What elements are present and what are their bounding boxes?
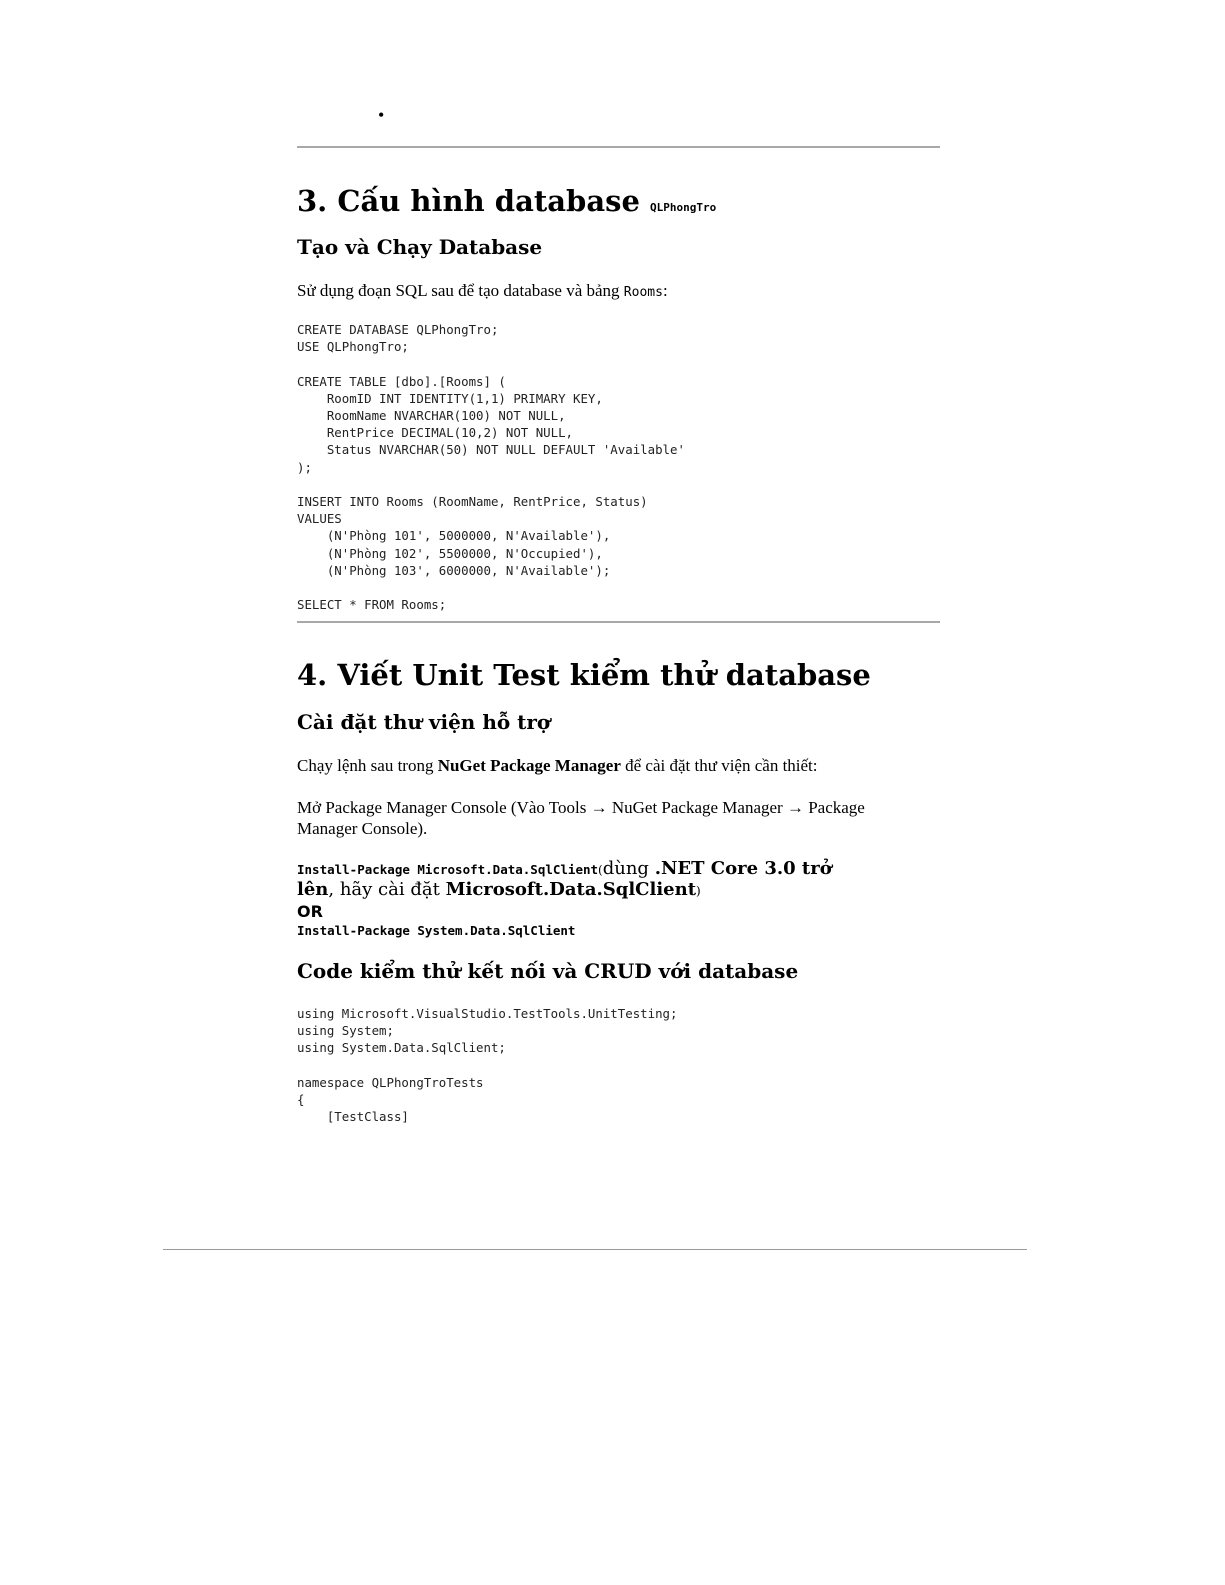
sql-code-line: SELECT * FROM Rooms;	[297, 597, 447, 613]
install-command-1: Install-Package Microsoft.Data.SqlClient	[297, 862, 599, 877]
section-3-subheading: Tạo và Chạy Database	[297, 235, 543, 259]
sql-code-line: USE QLPhongTro;	[297, 339, 409, 355]
sql-code-line: Status NVARCHAR(50) NOT NULL DEFAULT 'Available'	[297, 442, 685, 458]
intro-code: Rooms	[623, 285, 663, 300]
sql-code-line: );	[297, 459, 312, 475]
note-open: (	[598, 863, 603, 877]
horizontal-rule	[297, 621, 940, 623]
note-bold-3: Microsoft.Data.SqlClient	[445, 879, 697, 900]
instruction-text: Chạy lệnh sau trong	[297, 756, 434, 775]
sql-code-line	[297, 476, 685, 493]
note-text-2: , hãy cài đặt	[328, 879, 440, 900]
console-instruction-line-2: Manager Console).	[297, 819, 428, 838]
note-bold: .NET Core 3.0 trở	[654, 858, 832, 879]
console-instruction-line-1: Mở Package Manager Console (Vào Tools → NuGet Package Manager → Package	[297, 798, 865, 817]
or-label: OR	[297, 902, 323, 921]
sql-code-line: VALUES	[297, 511, 342, 527]
note-close: )	[696, 884, 701, 898]
install-command-line-1	[297, 858, 832, 881]
csharp-code-line: namespace QLPhongTroTests	[297, 1074, 484, 1090]
intro-suffix: :	[662, 281, 668, 300]
sql-code-line: CREATE DATABASE QLPhongTro;	[297, 322, 499, 337]
sql-code-line: RoomName NVARCHAR(100) NOT NULL,	[297, 408, 566, 424]
install-command-2: Install-Package System.Data.SqlClient	[297, 923, 576, 938]
section-3-heading-code: QLPhongTro	[650, 201, 717, 214]
csharp-code-line	[297, 1057, 677, 1074]
page-footer-rule	[163, 1249, 1027, 1250]
list-bullet: •	[378, 105, 385, 125]
crud-subheading: Code kiểm thử kết nối và CRUD với database	[297, 959, 799, 983]
sql-code-line: RoomID INT IDENTITY(1,1) PRIMARY KEY,	[297, 390, 603, 406]
sql-code-line: INSERT INTO Rooms (RoomName, RentPrice, Status)	[297, 494, 648, 510]
section-4-subheading: Cài đặt thư viện hỗ trợ	[297, 710, 551, 734]
csharp-code-block	[297, 1005, 677, 1125]
note-word: dùng	[602, 858, 649, 879]
sql-code-line: (N'Phòng 101', 5000000, N'Available'),	[297, 528, 611, 544]
section-3-heading	[297, 183, 716, 226]
csharp-code-line: {	[297, 1092, 305, 1108]
sql-code-line	[297, 579, 685, 596]
note-bold-2: lên	[297, 879, 329, 900]
horizontal-rule	[297, 146, 940, 148]
instruction-suffix: để cài đặt thư viện cần thiết:	[625, 756, 818, 775]
instruction-bold: NuGet Package Manager	[437, 756, 621, 775]
install-command-line-2	[297, 879, 701, 902]
nuget-instruction	[297, 755, 818, 776]
csharp-code-line: using System.Data.SqlClient;	[297, 1040, 506, 1056]
csharp-code-line: using Microsoft.VisualStudio.TestTools.UnitTesting;	[297, 1006, 678, 1021]
section-3-heading-text: 3. Cấu hình database	[297, 184, 640, 218]
intro-text: Sử dụng đoạn SQL sau để tạo database và bảng	[297, 281, 620, 300]
section-4-heading: 4. Viết Unit Test kiểm thử database	[297, 658, 871, 692]
sql-code-line: (N'Phòng 102', 5500000, N'Occupied'),	[297, 545, 603, 561]
sql-code-line: (N'Phòng 103', 6000000, N'Available');	[297, 562, 611, 578]
csharp-code-line: using System;	[297, 1023, 394, 1039]
sql-code-line	[297, 355, 685, 372]
sql-code-line: RentPrice DECIMAL(10,2) NOT NULL,	[297, 425, 574, 441]
sql-code-block	[297, 321, 685, 613]
sql-code-line: CREATE TABLE [dbo].[Rooms] (	[297, 373, 506, 389]
section-3-intro	[297, 280, 668, 303]
csharp-code-line: [TestClass]	[297, 1109, 409, 1125]
